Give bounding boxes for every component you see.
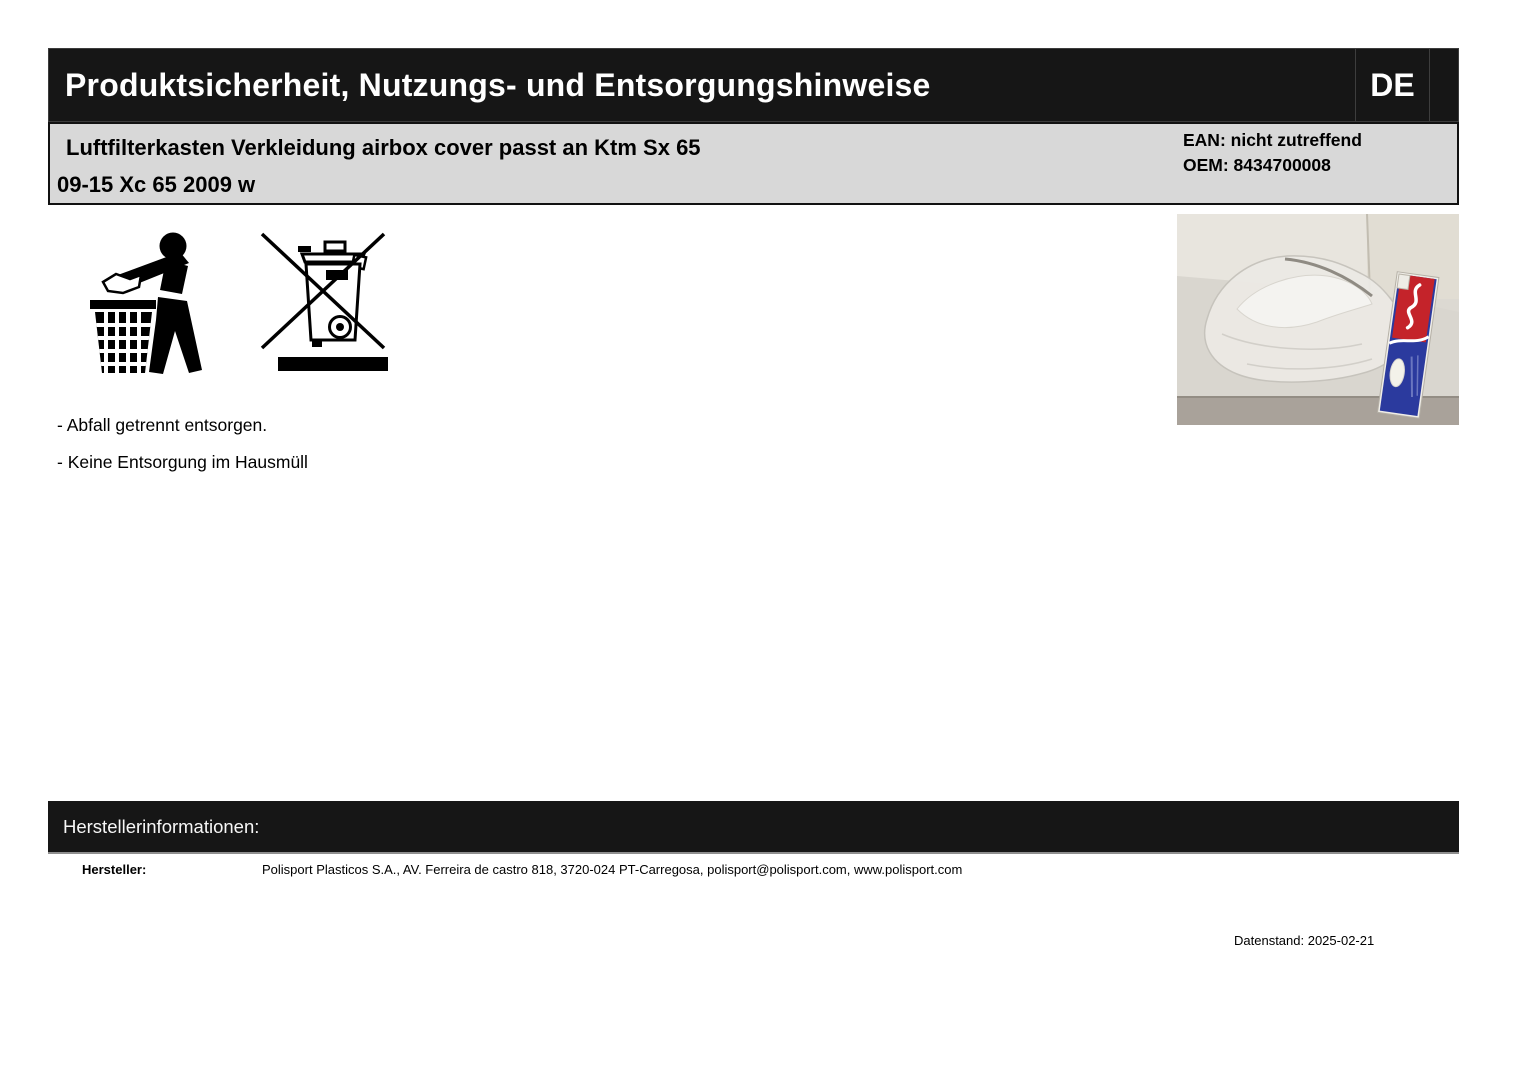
oem-value: OEM: 8434700008 <box>1183 155 1331 175</box>
tidy-man-icon <box>90 230 214 375</box>
product-photo <box>1177 214 1459 425</box>
data-status: Datenstand: 2025-02-21 <box>1234 933 1375 948</box>
manufacturer-value: Polisport Plasticos S.A., AV. Ferreira de castro 818, 3720-024 PT-Carregosa, polisport@polisport.com, www.polisport.com <box>262 862 963 877</box>
disposal-note: - Abfall getrennt entsorgen. <box>57 415 268 435</box>
product-codes <box>1183 128 1362 178</box>
page-title: Produktsicherheit, Nutzungs- und Entsorgungshinweise <box>65 66 931 103</box>
product-title-line2: 09-15 Xc 65 2009 w <box>57 172 256 197</box>
product-title-line1: Luftfilterkasten Verkleidung airbox cover passt an Ktm Sx 65 <box>66 135 701 160</box>
product-header-bar <box>48 122 1459 205</box>
manufacturer-heading: Herstellerinformationen: <box>63 815 260 837</box>
manufacturer-section-bar <box>48 801 1459 854</box>
weee-crossed-out-bin-icon <box>258 230 392 373</box>
manufacturer-label: Hersteller: <box>82 862 147 877</box>
language-badge: DE <box>1355 49 1430 121</box>
title-bar <box>48 48 1459 122</box>
ean-value: EAN: nicht zutreffend <box>1183 130 1362 150</box>
disposal-note: - Keine Entsorgung im Hausmüll <box>57 452 308 472</box>
